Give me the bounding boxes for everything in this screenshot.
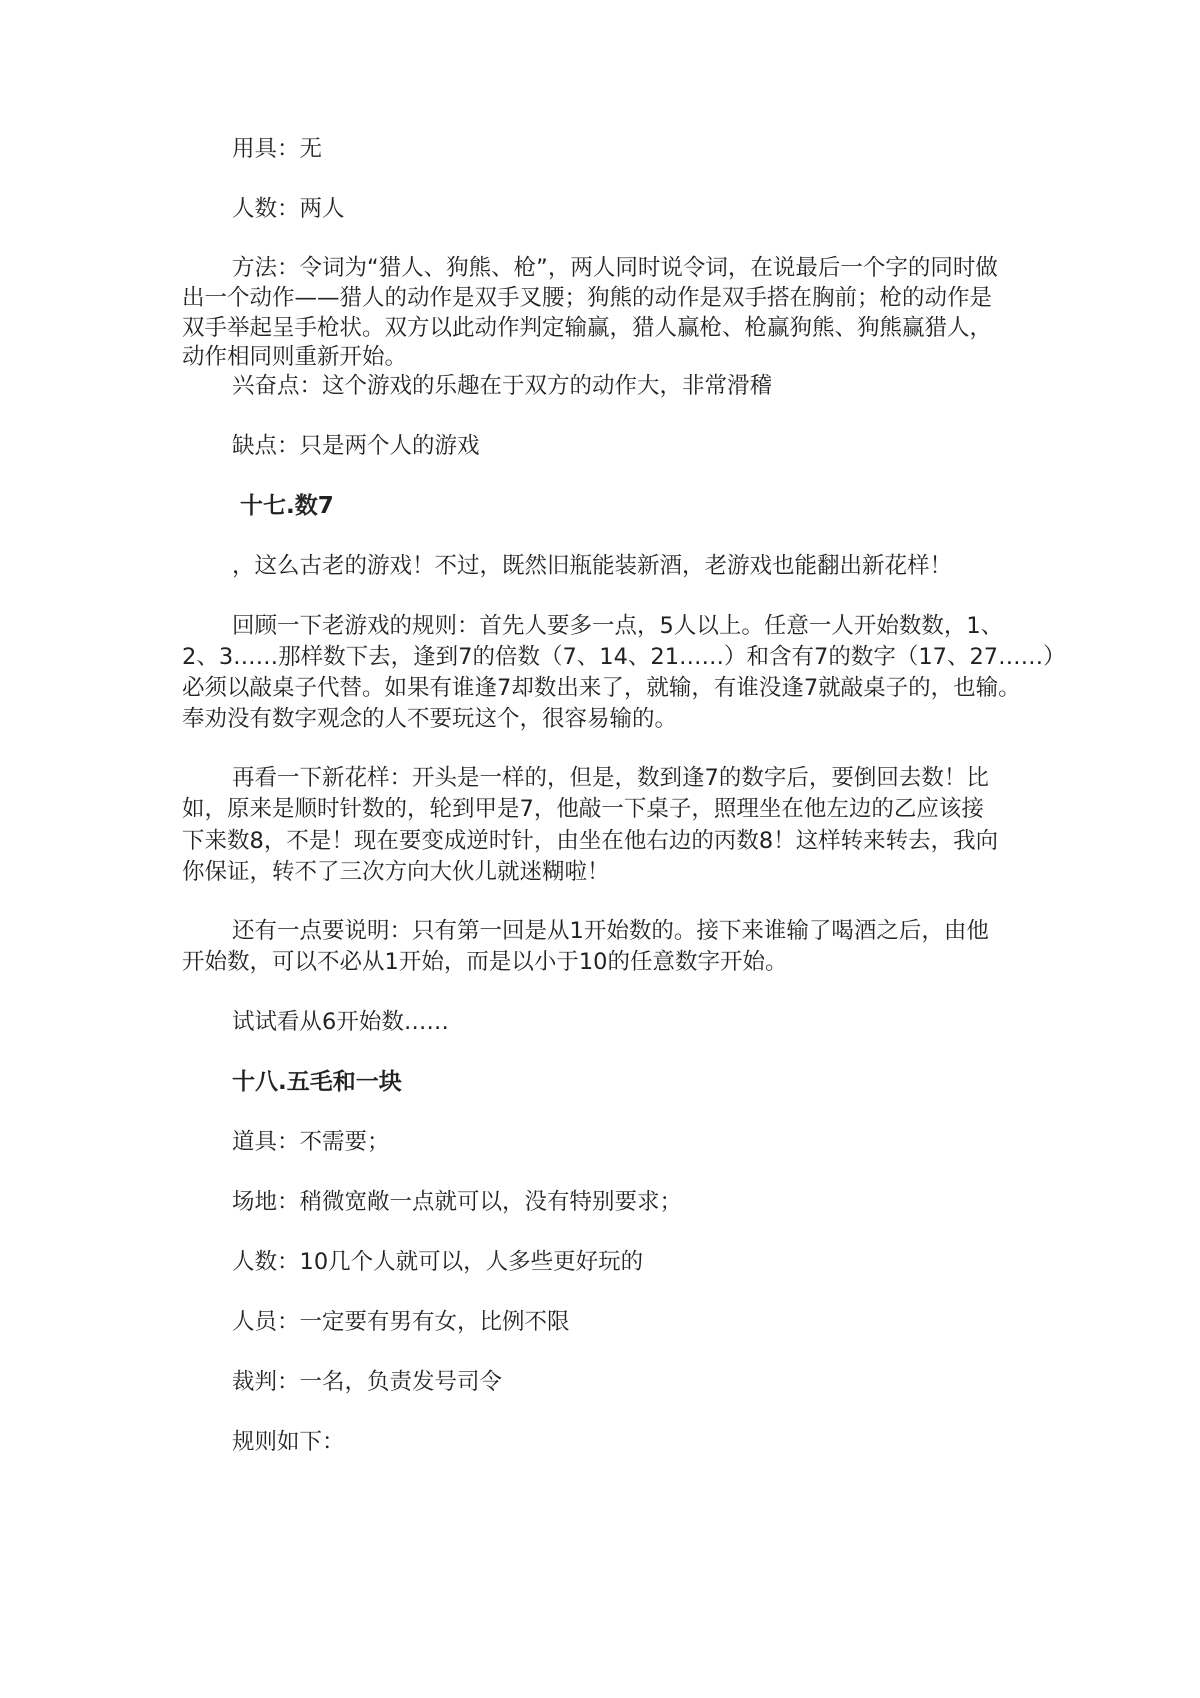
count-line: 人数：10几个人就可以，人多些更好玩的: [232, 1249, 644, 1275]
tools-line: 用具：无: [232, 136, 323, 162]
section-17-heading: 十七.数7: [240, 493, 334, 519]
paragraph-line: 回顾一下老游戏的规则：首先人要多一点，5人以上。任意一人开始数数，1、: [232, 613, 1004, 639]
referee-line: 裁判：一名，负责发号司令: [232, 1369, 503, 1395]
paragraph-line: 还有一点要说明：只有第一回是从1开始数的。接下来谁输了喝酒之后，由他: [232, 918, 989, 944]
paragraph-line: 你保证，转不了三次方向大伙儿就迷糊啦！: [182, 859, 610, 885]
paragraph-line: 奉劝没有数字观念的人不要玩这个，很容易输的。: [182, 706, 678, 732]
try-line: 试试看从6开始数……: [232, 1009, 449, 1035]
venue-line: 场地：稍微宽敞一点就可以，没有特别要求；: [232, 1189, 683, 1215]
paragraph-line: 开始数，可以不必从1开始，而是以小于10的任意数字开始。: [182, 949, 788, 975]
paragraph-line: 必须以敲桌子代替。如果有谁逢7却数出来了，就输，有谁没逢7就敲桌子的，也输。: [182, 675, 1021, 701]
section-17-intro: ，这么古老的游戏！不过，既然旧瓶能装新酒，老游戏也能翻出新花样！: [232, 553, 953, 579]
section-18-heading: 十八.五毛和一块: [232, 1069, 402, 1095]
staff-line: 人员：一定要有男有女，比例不限: [232, 1309, 570, 1335]
props-line: 道具：不需要；: [232, 1129, 390, 1155]
excitement-line: 兴奋点：这个游戏的乐趣在于双方的动作大，非常滑稽: [232, 373, 773, 399]
paragraph-line: 再看一下新花样：开头是一样的，但是，数到逢7的数字后，要倒回去数！比: [232, 765, 989, 791]
method-line-3: 双手举起呈手枪状。双方以此动作判定输赢，猎人赢枪、枪赢狗熊、狗熊赢猎人，: [182, 315, 993, 341]
method-line-4: 动作相同则重新开始。: [182, 344, 408, 370]
rules-line: 规则如下：: [232, 1429, 345, 1455]
method-line-1: 方法：令词为“猎人、狗熊、枪”，两人同时说令词，在说最后一个字的同时做: [232, 255, 998, 281]
paragraph-line: 下来数8，不是！现在要变成逆时针，由坐在他右边的丙数8！这样转来转去，我向: [182, 828, 999, 854]
players-line: 人数：两人: [232, 196, 345, 222]
drawback-line: 缺点：只是两个人的游戏: [232, 433, 480, 459]
method-line-2: 出一个动作——猎人的动作是双手叉腰；狗熊的动作是双手搭在胸前；枪的动作是: [182, 285, 993, 311]
paragraph-line: 如，原来是顺时针数的，轮到甲是7，他敲一下桌子，照理坐在他左边的乙应该接: [182, 796, 984, 822]
paragraph-line: 2、3……那样数下去，逢到7的倍数（7、14、21……）和含有7的数字（17、27……）: [182, 644, 1066, 670]
